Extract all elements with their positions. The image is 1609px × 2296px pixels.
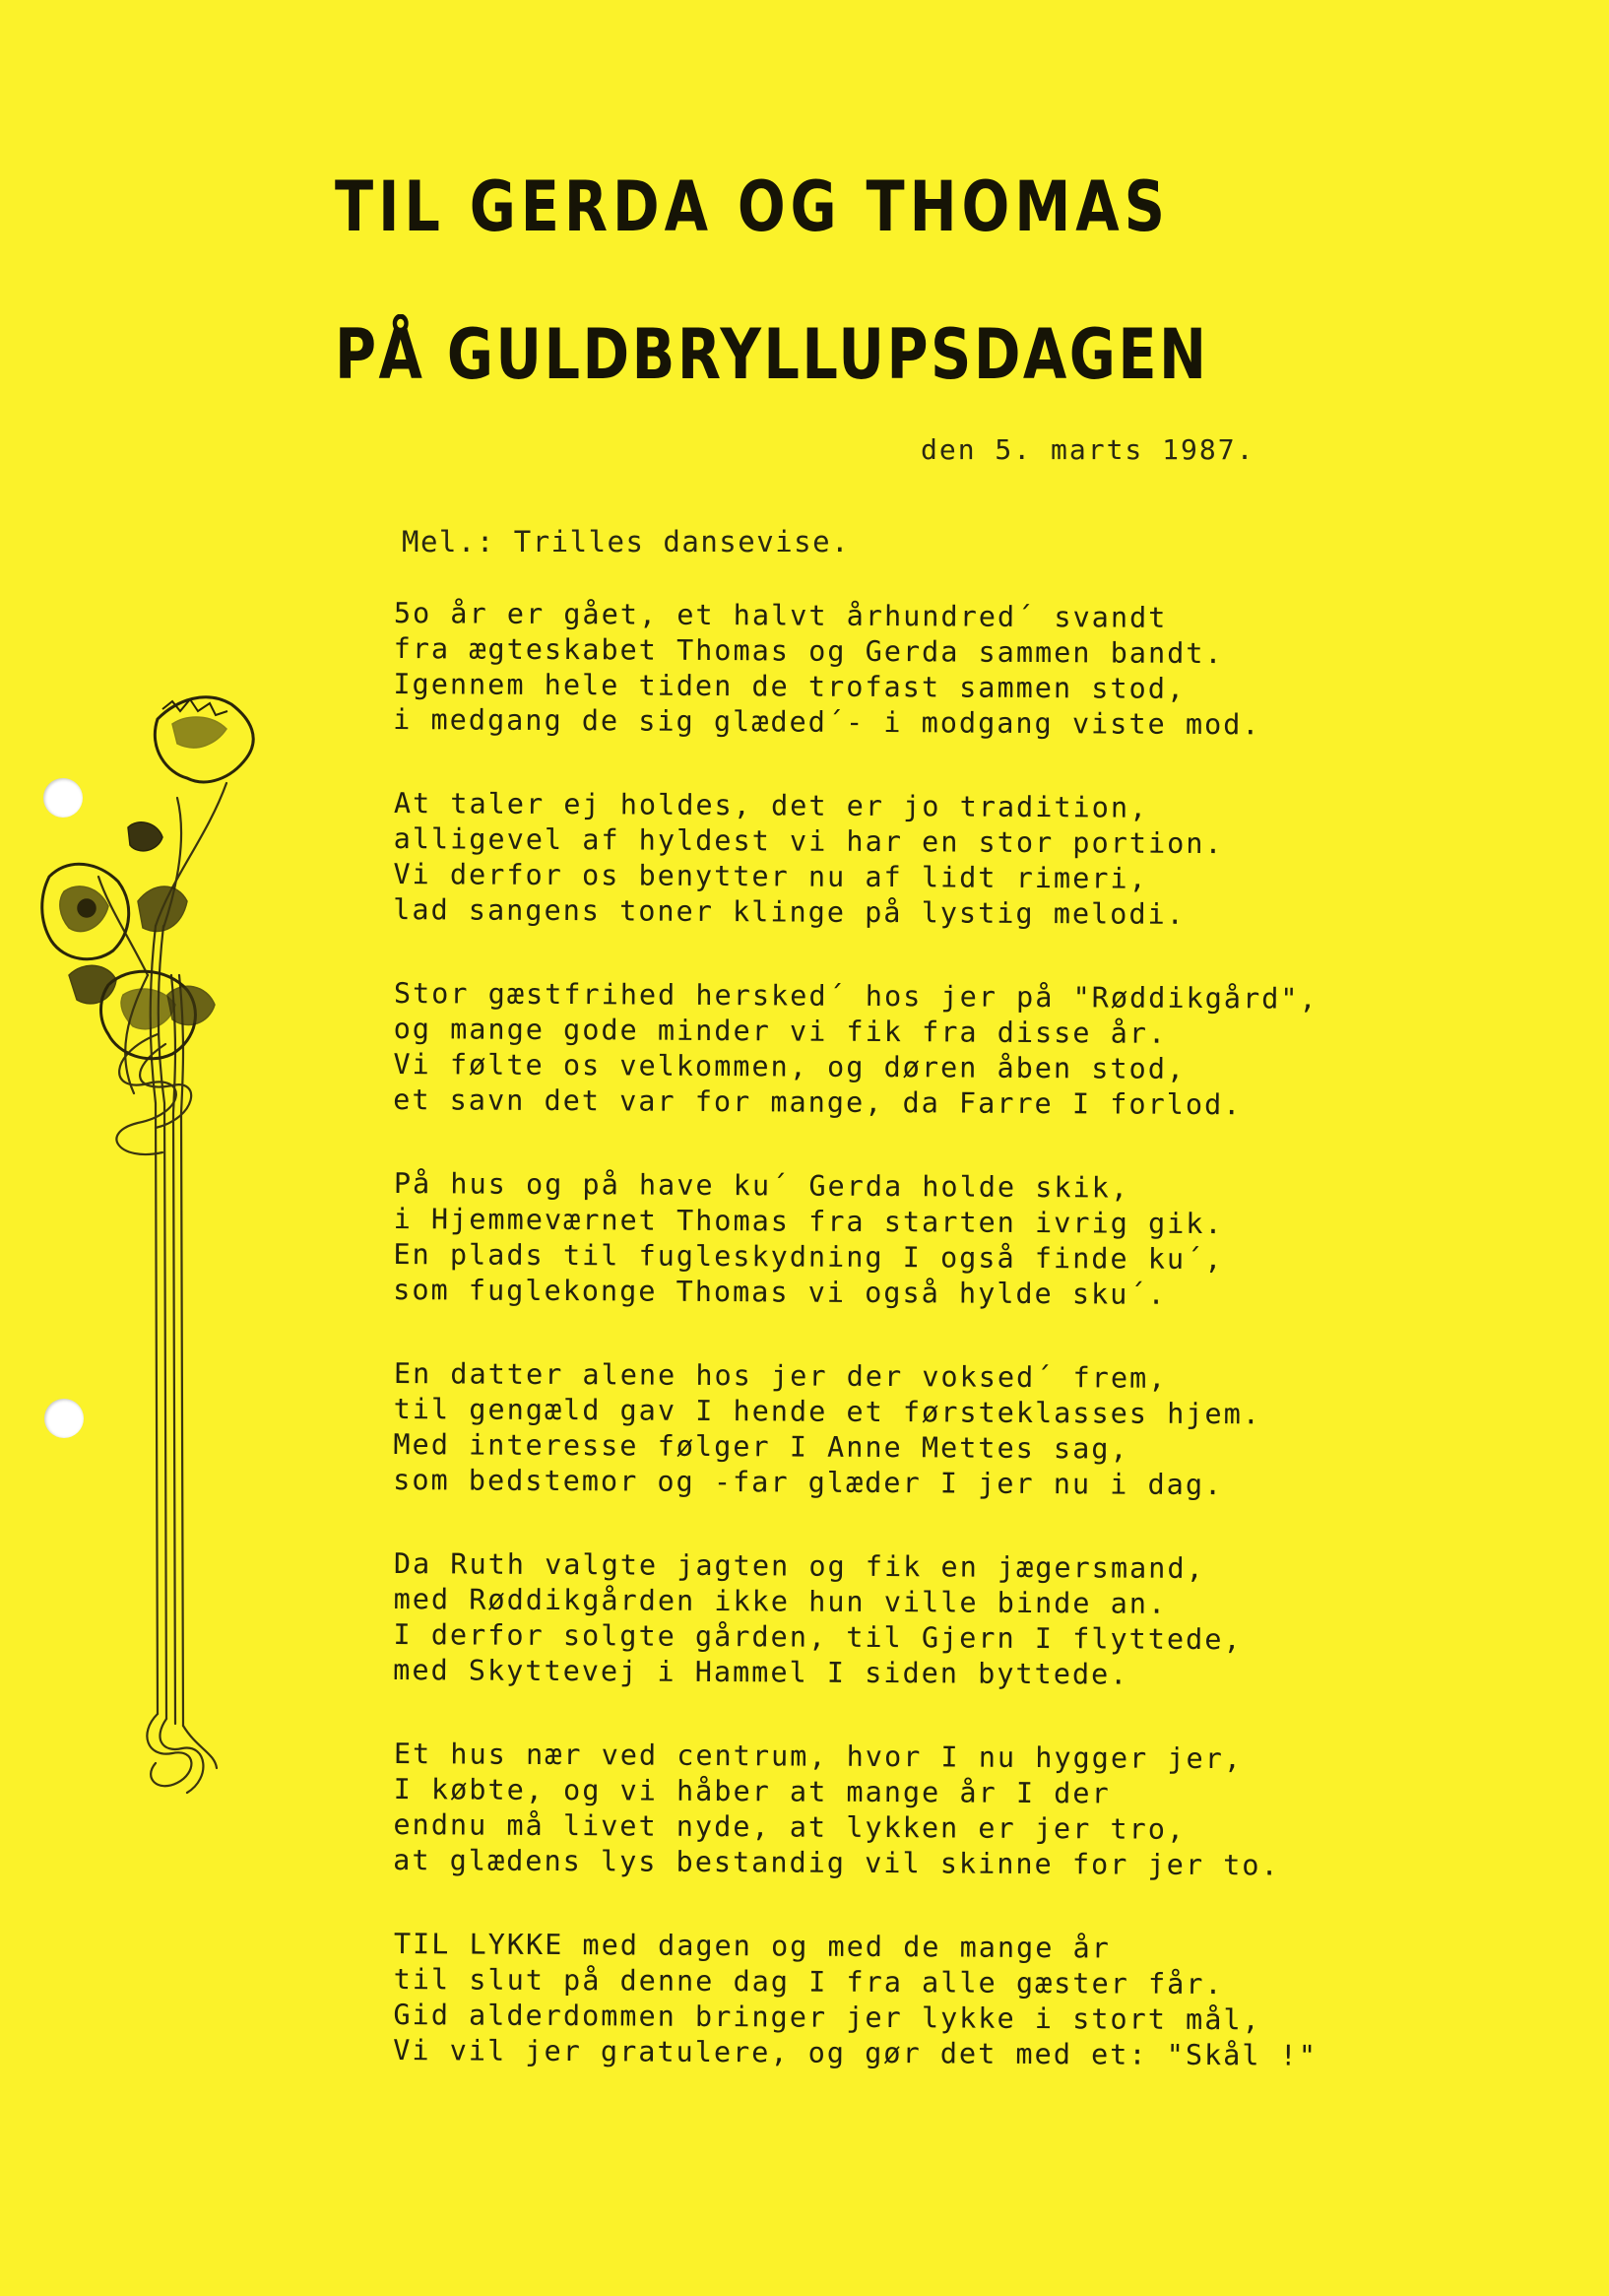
verse-line: til slut på denne dag I fra alle gæster får. (393, 1962, 1224, 2001)
verse-line: som bedstemor og -far glæder I jer nu i dag. (393, 1463, 1224, 1502)
verse-line: Da Ruth valgte jagten og fik en jægersmand, (393, 1547, 1205, 1586)
verse-line: TIL LYKKE med dagen og med de mange år (393, 1928, 1112, 1965)
verse-line: I derfor solgte gården, til Gjern I flyttede, (393, 1617, 1243, 1657)
verse-line: i Hjemmeværnet Thomas fra starten ivrig gik. (393, 1202, 1224, 1241)
verse (393, 1166, 1388, 1314)
verse-line: Vi følte os velkommen, og døren åben stod, (393, 1047, 1187, 1085)
verse (393, 1356, 1388, 1504)
verse-line: Vi vil jer gratulere, og gør det med et: "Skål !" (393, 2033, 1319, 2072)
verse-line: 5o år er gået, et halvt århundred´ svandt (393, 597, 1168, 634)
melody-note: Mel.: Trilles dansevise. (402, 525, 851, 558)
verse-line: Et hus nær ved centrum, hvor I nu hygger jer, (393, 1738, 1244, 1776)
verse-line: og mange gode minder vi fik fra disse år. (393, 1012, 1168, 1050)
verse-line: alligevel af hyldest vi har en stor portion. (393, 821, 1224, 861)
verse-line: fra ægteskabet Thomas og Gerda sammen bandt. (393, 631, 1224, 671)
verse-line: et savn det var for mange, da Farre I forlod. (393, 1082, 1243, 1122)
title-line-2: PÅ GULDBRYLLUPSDAGEN (335, 314, 1209, 395)
verse (393, 596, 1388, 744)
verse-line: at glædens lys bestandig vil skinne for jer to. (393, 1843, 1280, 1882)
date-line: den 5. marts 1987. (921, 433, 1255, 466)
verse-line: Med interesse følger I Anne Mettes sag, (393, 1427, 1129, 1466)
title-line-1: TIL GERDA OG THOMAS (335, 166, 1170, 247)
verse (393, 1546, 1388, 1694)
verse-line: Igennem hele tiden de trofast sammen stod, (393, 667, 1187, 705)
verse-line: I købte, og vi håber at mange år I der (393, 1772, 1111, 1810)
verse (393, 1737, 1388, 1884)
verse-line: På hus og på have ku´ Gerda holde skik, (393, 1167, 1130, 1205)
poem (394, 596, 1388, 2117)
verse (393, 976, 1388, 1124)
verse-line: En datter alene hos jer der voksed´ frem, (393, 1357, 1168, 1395)
verse-line: med Skyttevej i Hammel I siden byttede. (393, 1653, 1129, 1691)
verse (393, 786, 1388, 934)
verse-line: til gengæld gav I hende et førsteklasses hjem. (393, 1392, 1262, 1431)
verse-line: i medgang de sig glæded´- i modgang viste mod. (393, 702, 1261, 742)
verse (393, 1927, 1388, 2074)
verse-line: med Røddikgården ikke hun ville binde an. (393, 1582, 1168, 1620)
verse-line: Stor gæstfrihed hersked´ hos jer på "Røddikgård", (393, 977, 1319, 1016)
verse-line: Gid alderdommen bringer jer lykke i stort mål, (393, 1998, 1261, 2037)
verse-line: endnu må livet nyde, at lykken er jer tro, (393, 1807, 1187, 1846)
verse-line: En plads til fugleskydning I også finde ku´, (393, 1237, 1224, 1277)
art-nouveau-poppy-icon (39, 680, 286, 1812)
verse-line: som fuglekonge Thomas vi også hylde sku´. (393, 1273, 1167, 1311)
verse-line: lad sangens toner klinge på lystig melodi. (393, 892, 1186, 931)
verse-line: Vi derfor os benytter nu af lidt rimeri, (393, 857, 1148, 895)
verse-line: At taler ej holdes, det er jo tradition, (393, 787, 1149, 824)
